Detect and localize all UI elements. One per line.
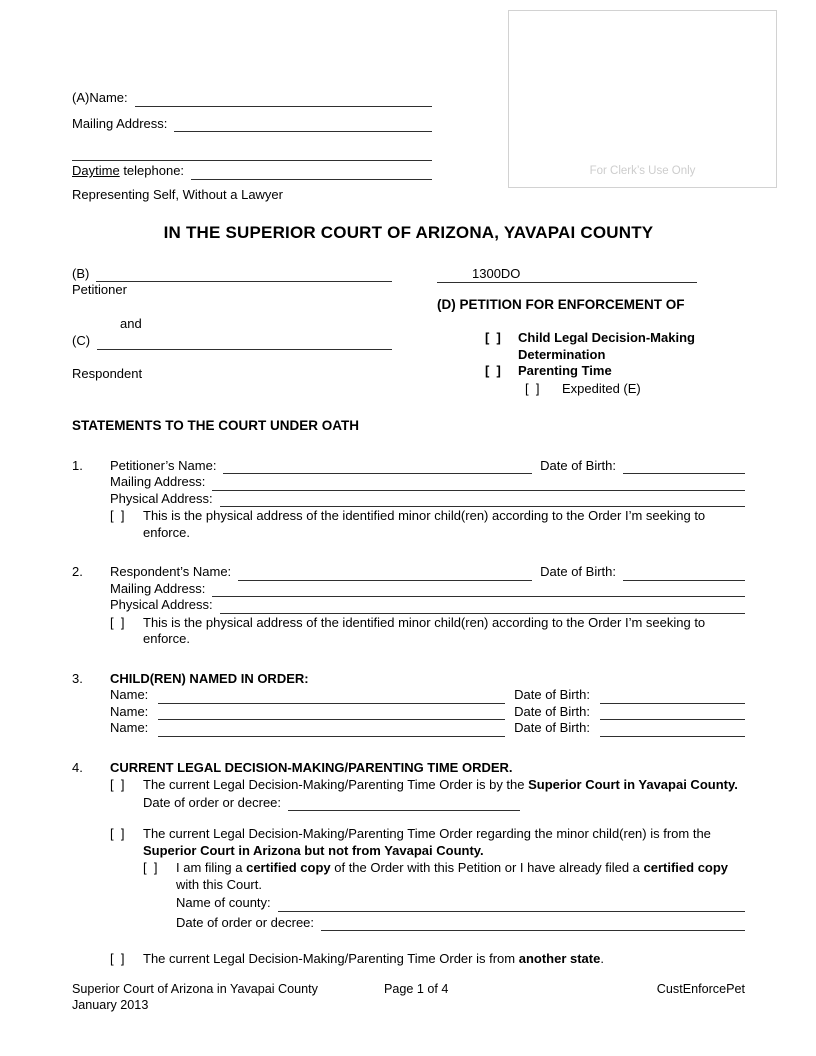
order-yavapai-checkbox[interactable]: [ ] bbox=[110, 777, 125, 792]
child-2-name-field[interactable] bbox=[158, 705, 505, 720]
order-arizona-option bbox=[110, 826, 745, 931]
statements-heading: STATEMENTS TO THE COURT UNDER OATH bbox=[72, 418, 359, 433]
representing-self-text: Representing Self, Without a Lawyer bbox=[72, 186, 283, 202]
clerk-use-label: For Clerk’s Use Only bbox=[589, 164, 696, 177]
order-other-state-option bbox=[110, 951, 745, 968]
footer-revision-date: January 2013 bbox=[72, 997, 149, 1012]
respondent-dob-label: Date of Birth: bbox=[540, 564, 616, 579]
child-3-dob-label: Date of Birth: bbox=[514, 720, 590, 735]
county-name-label: Name of county: bbox=[176, 895, 271, 910]
petitioner-physical-field[interactable] bbox=[220, 492, 745, 507]
case-number-line[interactable] bbox=[437, 266, 697, 283]
filer-mailing-label: Mailing Address: bbox=[72, 115, 168, 131]
certified-copy-checkbox[interactable]: [ ] bbox=[143, 860, 158, 875]
children-heading: CHILD(REN) NAMED IN ORDER: bbox=[110, 670, 309, 686]
child-1-dob-label: Date of Birth: bbox=[514, 687, 590, 702]
filer-mailing-line-2[interactable] bbox=[72, 146, 432, 161]
expedited-option-label: Expedited (E) bbox=[562, 380, 641, 396]
order-arizona-text: The current Legal Decision-Making/Parenting Time Order regarding the minor child(ren) is from the Superior Court in Arizona but not from Yavapai County. [ ] I am filing a certified copy of the Order with this Petition or I have already filed a certified copy with this Court. Name of county: Date of order or decree: bbox=[143, 826, 745, 931]
order-other-state-text: The current Legal Decision-Making/Parenting Time Order is from another state. bbox=[143, 951, 604, 966]
expedited-checkbox[interactable]: [ ] bbox=[525, 380, 540, 396]
certified-copy-text: I am filing a certified copy of the Order with this Petition or I have already filed a certified copy with this Court. Name of county: Date of order or decree: bbox=[176, 860, 745, 931]
county-name-field[interactable] bbox=[278, 897, 745, 912]
petitioner-b-label: (B) bbox=[72, 265, 90, 281]
footer-court-block bbox=[72, 982, 384, 1013]
child-2-dob-label: Date of Birth: bbox=[514, 703, 590, 719]
item-2-number: 2. bbox=[72, 564, 83, 579]
current-order-heading: CURRENT LEGAL DECISION-MAKING/PARENTING TIME ORDER. bbox=[110, 759, 513, 775]
respondent-physical-label: Physical Address: bbox=[110, 597, 213, 612]
petitioner-mailing-field[interactable] bbox=[212, 476, 745, 491]
petitioner-name-label: Petitioner’s Name: bbox=[110, 457, 217, 473]
order-yavapai-option bbox=[110, 777, 745, 811]
child-1-name-field[interactable] bbox=[158, 689, 505, 704]
child-2-name-label: Name: bbox=[110, 703, 149, 719]
order-arizona-date-label: Date of order or decree: bbox=[176, 914, 315, 930]
petition-options bbox=[437, 330, 745, 397]
filer-name-label: (A)Name: bbox=[72, 90, 128, 105]
respondent-mailing-label: Mailing Address: bbox=[110, 580, 206, 596]
respondent-name-line[interactable] bbox=[97, 335, 392, 350]
statement-item-1 bbox=[72, 458, 745, 542]
order-arizona-date-field[interactable] bbox=[321, 916, 745, 931]
respondent-caption-label: Respondent bbox=[72, 365, 143, 381]
statement-item-2 bbox=[72, 564, 745, 648]
item-1-number: 1. bbox=[72, 457, 83, 473]
filer-phone-line[interactable] bbox=[191, 165, 432, 180]
petitioner-address-checkbox[interactable]: [ ] bbox=[110, 508, 125, 523]
petitioner-mailing-label: Mailing Address: bbox=[110, 474, 206, 489]
statement-item-4 bbox=[72, 760, 745, 968]
child-legal-option-label: Child Legal Decision-Making Determination bbox=[518, 330, 695, 362]
respondent-dob-field[interactable] bbox=[623, 566, 745, 581]
petitioner-dob-field[interactable] bbox=[623, 459, 745, 474]
respondent-address-checkbox-text: This is the physical address of the identified minor child(ren) according to the Order I’m seeking to enforce. bbox=[143, 614, 706, 646]
filer-name-line[interactable] bbox=[135, 92, 432, 107]
item-3-number: 3. bbox=[72, 670, 83, 686]
child-1-dob-field[interactable] bbox=[600, 689, 745, 704]
order-yavapai-date-field[interactable] bbox=[288, 796, 520, 811]
petitioner-caption-label: Petitioner bbox=[72, 282, 127, 297]
statement-item-3 bbox=[72, 671, 745, 737]
parenting-time-checkbox[interactable]: [ ] bbox=[485, 363, 501, 378]
respondent-mailing-field[interactable] bbox=[212, 582, 745, 597]
page-footer bbox=[72, 982, 745, 1013]
child-3-name-field[interactable] bbox=[158, 722, 505, 737]
respondent-name-label: Respondent’s Name: bbox=[110, 564, 232, 579]
order-yavapai-text: The current Legal Decision-Making/Parenting Time Order is by the Superior Court in Yavapai County. Date of order or decree: bbox=[143, 777, 738, 810]
respondent-address-checkbox[interactable]: [ ] bbox=[110, 614, 125, 630]
child-2-dob-field[interactable] bbox=[600, 705, 745, 720]
court-title: IN THE SUPERIOR COURT OF ARIZONA, YAVAPAI COUNTY bbox=[163, 223, 654, 242]
child-3-dob-field[interactable] bbox=[600, 722, 745, 737]
petition-column bbox=[392, 266, 745, 398]
child-legal-checkbox[interactable]: [ ] bbox=[485, 330, 501, 345]
filer-mailing-line[interactable] bbox=[174, 117, 432, 132]
petitioner-physical-label: Physical Address: bbox=[110, 490, 213, 506]
respondent-name-field[interactable] bbox=[238, 566, 532, 581]
petition-heading: (D) PETITION FOR ENFORCEMENT OF bbox=[437, 296, 685, 312]
case-caption bbox=[72, 266, 745, 398]
footer-page-number: Page 1 of 4 bbox=[384, 982, 449, 996]
and-label: and bbox=[120, 315, 142, 331]
parties-column bbox=[72, 266, 392, 398]
filer-phone-label: Daytime telephone: bbox=[72, 163, 185, 178]
order-arizona-checkbox[interactable]: [ ] bbox=[110, 826, 125, 841]
case-number-prefix: 1300DO bbox=[472, 265, 521, 281]
footer-court-name: Superior Court of Arizona in Yavapai County bbox=[72, 982, 318, 996]
petitioner-name-line[interactable] bbox=[96, 267, 392, 282]
child-1-name-label: Name: bbox=[110, 687, 149, 702]
order-other-state-checkbox[interactable]: [ ] bbox=[110, 951, 125, 966]
certified-copy-option bbox=[143, 860, 745, 931]
item-4-number: 4. bbox=[72, 759, 83, 775]
petitioner-dob-label: Date of Birth: bbox=[540, 457, 616, 473]
filer-info-block bbox=[72, 0, 432, 203]
petitioner-address-checkbox-text: This is the physical address of the identified minor child(ren) according to the Order I’m seeking to enforce. bbox=[143, 508, 706, 540]
child-3-name-label: Name: bbox=[110, 720, 149, 735]
order-yavapai-date-label: Date of order or decree: bbox=[143, 794, 282, 810]
parenting-time-option-label: Parenting Time bbox=[518, 363, 612, 378]
petitioner-name-field[interactable] bbox=[223, 459, 532, 474]
respondent-physical-field[interactable] bbox=[220, 599, 745, 614]
footer-form-code: CustEnforcePet bbox=[656, 982, 745, 996]
respondent-c-label: (C) bbox=[72, 333, 91, 348]
